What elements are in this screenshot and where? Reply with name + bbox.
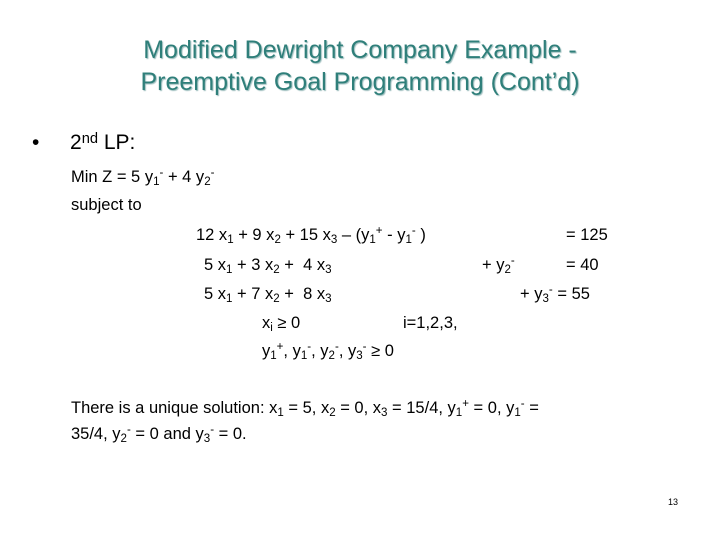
constraint-1-lhs: 12 $x_1 + 9$ $x_2 + 15$ $x_3 - (y_1^+ - y_1^-$ ) [196, 225, 426, 246]
constraint-3-lhs: 5 $x_1 + 7$ $x_2 + 8$ $x_3$ [204, 285, 332, 305]
constraint-1-rhs: = 125 [566, 226, 608, 244]
bullet-superscript: nd [81, 131, 99, 147]
subject-to-label: subject to [71, 196, 142, 214]
constraint-2-rhs: = 40 [566, 256, 599, 274]
nonneg-y: $y_1^+$, $y_1^-$, $y_2^-$, $y_3^- \ge 0$ [262, 341, 394, 362]
nonneg-x: $x_i \ge 0$ [262, 314, 301, 334]
solution-line-1: There is a unique solution: $x_1 = 5$, $x_2 = 0$, $x_3 = 15/4$, $y_1^+ = 0$, $y_1^-$ = [71, 398, 539, 419]
objective-function: Min Z = 5 $y_1^- + 4$ $y_2^-$ [71, 167, 215, 188]
bullet-number: 2 [70, 131, 82, 154]
nonneg-index: i=1,2,3, [403, 314, 458, 332]
constraint-2-lhs: 5 $x_1 + 3$ $x_2 + 4$ $x_3$ [204, 256, 332, 276]
title-line-2: Preemptive Goal Programming (Cont’d) [140, 68, 580, 96]
constraint-3-deviation: + $y_3^- = 55$ [520, 284, 590, 305]
constraint-2-deviation: + $y_2^-$ [482, 255, 515, 276]
title-line-1: Modified Dewright Company Example - [143, 36, 577, 64]
page-number: 13 [667, 497, 678, 507]
slide-title [0, 34, 720, 98]
bullet-heading [32, 131, 135, 155]
bullet-marker: • [32, 131, 40, 154]
bullet-label: LP: [98, 131, 136, 154]
solution-line-2: 35/4, $y_2^- = 0$ and $y_3^- = 0$. [71, 424, 247, 445]
